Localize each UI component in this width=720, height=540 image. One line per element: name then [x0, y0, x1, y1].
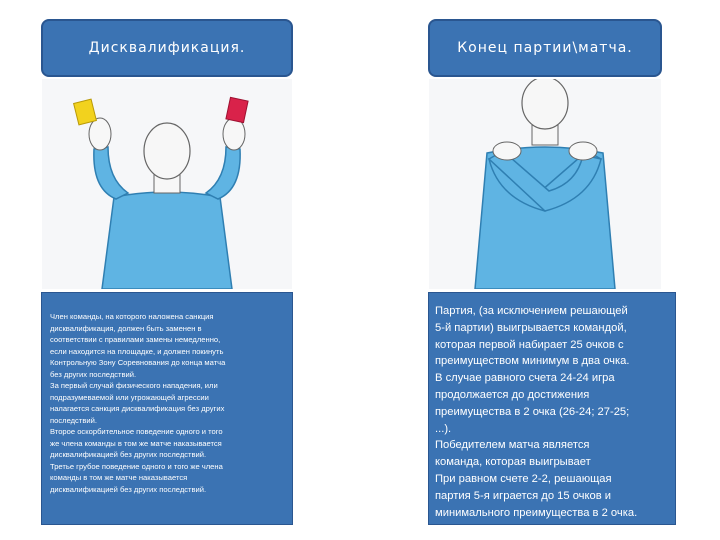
- description-line: Контрольную Зону Соревнования до конца матча: [50, 358, 226, 367]
- description-line: 5-й партии) выигрывается командой,: [435, 321, 627, 334]
- description-line: без других последствий.: [50, 369, 137, 379]
- description-line: последствий.: [50, 415, 97, 425]
- description-line: Третье грубое поведение одного и того же члена: [50, 461, 223, 471]
- description-line: же члена команды в том же матче наказывается: [50, 438, 222, 448]
- description-line: команда, которая выигрывает: [435, 456, 591, 469]
- description-line: налагается санкция дисквалификация без других: [50, 404, 225, 413]
- description-line: подразумеваемой или угрожающей агрессии: [50, 392, 209, 402]
- description-line: При равном счете 2-2, решающая: [435, 472, 612, 485]
- red-card-icon: [226, 97, 248, 122]
- description-line: если находится на площадке, и должен покинуть: [50, 346, 224, 356]
- description-line: минимального преимущества в 2 очка.: [435, 506, 638, 519]
- end-of-set-signal-figure: [429, 79, 661, 289]
- description-line: Партия, (за исключением решающей: [435, 305, 628, 317]
- description-line: преимуществом минимум в два очка.: [435, 355, 630, 368]
- description-line: партия 5-я играется до 15 очков и: [435, 489, 612, 502]
- left-panel-title: Дисквалификация.: [41, 19, 293, 77]
- description-line: дисквалификацией без других последствий.: [50, 484, 207, 494]
- disqualification-signal-figure: [42, 79, 292, 289]
- yellow-card-icon: [74, 99, 97, 125]
- left-description: [41, 292, 293, 525]
- description-line: соответствии с правилами замены немедленно,: [50, 335, 221, 344]
- description-line: В случае равного счета 24-24 игра: [435, 372, 615, 385]
- description-line: дисквалификация, должен быть заменен в: [50, 323, 202, 333]
- description-line: команды в том же матче наказывается: [50, 473, 188, 482]
- description-line: дисквалификацией без других последствий.: [50, 450, 207, 459]
- description-line: Член команды, на которого наложена санкция: [50, 312, 214, 321]
- description-line: Второе оскорбительное поведение одного и того: [50, 427, 223, 436]
- left-figure-panel: [42, 79, 292, 289]
- right-figure-panel: [429, 79, 661, 289]
- description-line: которая первой набирает 25 очков с: [435, 338, 624, 351]
- description-line: Победителем матча является: [435, 439, 590, 452]
- description-line: преимущества в 2 очка (26-24; 27-25;: [435, 405, 630, 418]
- description-line: За первый случай физического нападения, или: [50, 381, 218, 390]
- description-line: ...).: [435, 422, 452, 435]
- right-description: [428, 292, 676, 525]
- right-panel-title: Конец партии\матча.: [428, 19, 662, 77]
- description-line: продолжается до достижения: [435, 388, 590, 401]
